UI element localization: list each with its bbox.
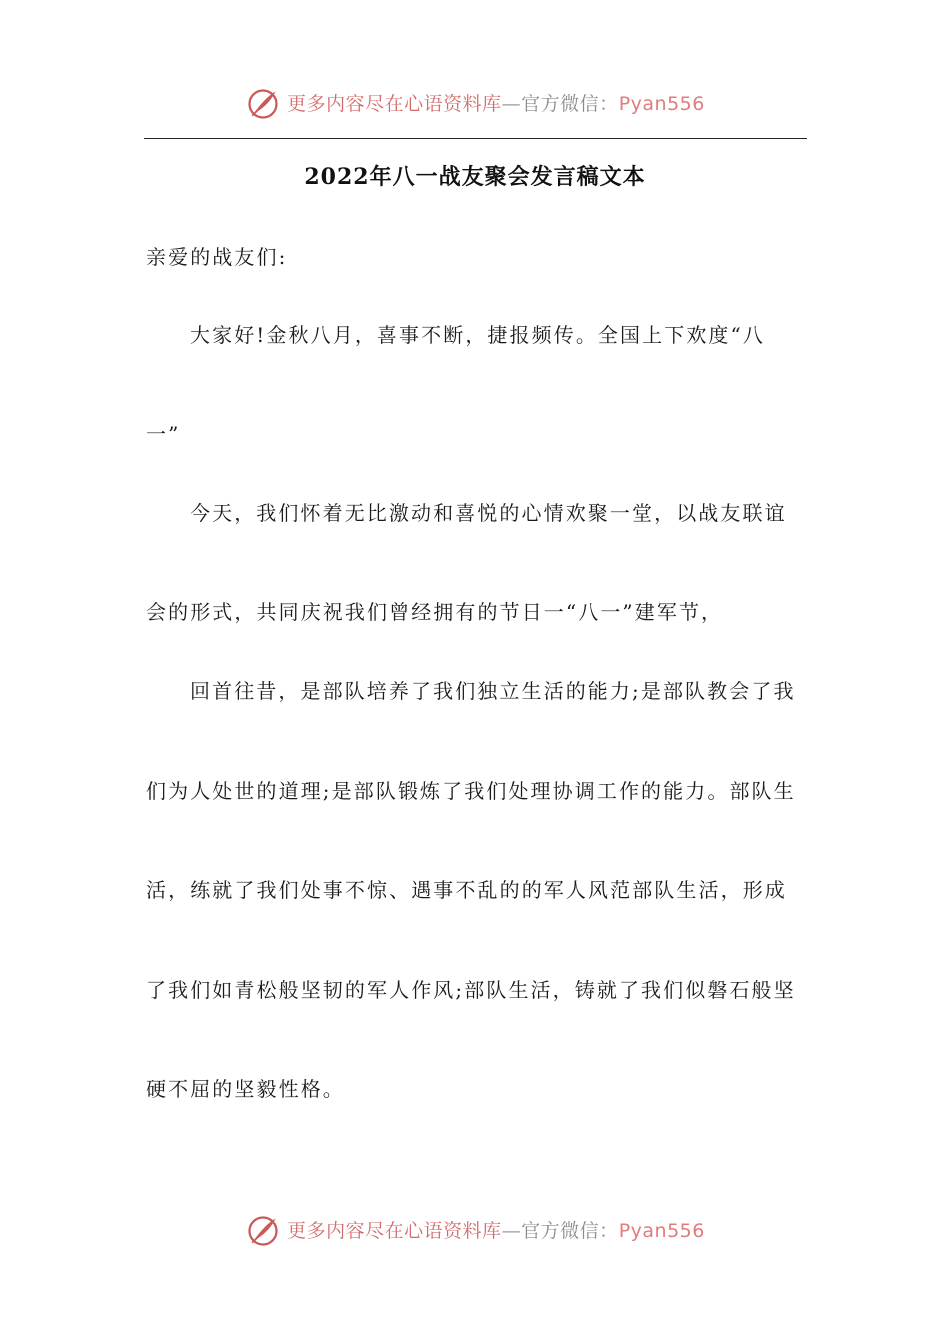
body-line-5: 会的形式，共同庆祝我们曾经拥有的节日一“八一”建军节， [146, 600, 724, 624]
footer-dash: — [501, 1219, 522, 1242]
header-banner [0, 84, 950, 124]
header-dash: — [501, 92, 522, 115]
header-wechat-id: Pyan556 [618, 92, 705, 115]
quill-pen-logo-icon [245, 1213, 281, 1249]
footer-banner [0, 1211, 950, 1251]
document-title: 2022年八一战友聚会发言稿文本 [304, 164, 646, 190]
body-line-2: 大家好!金秋八月，喜事不断，捷报频传。全国上下欢度“八 [190, 323, 765, 347]
header-wechat-label: 官方微信： [521, 92, 619, 115]
body-line-4: 今天，我们怀着无比激动和喜悦的心情欢聚一堂，以战友联谊 [190, 501, 787, 525]
header-divider [144, 138, 807, 139]
footer-slogan: 更多内容尽在心语资料库 [287, 1219, 502, 1242]
body-line-7: 们为人处世的道理;是部队锻炼了我们处理协调工作的能力。部队生 [146, 779, 796, 803]
body-line-1: 亲爱的战友们: [146, 245, 288, 269]
body-line-6: 回首往昔，是部队培养了我们独立生活的能力;是部队教会了我 [190, 679, 796, 703]
body-line-10: 硬不屈的坚毅性格。 [146, 1077, 345, 1101]
header-slogan: 更多内容尽在心语资料库 [287, 92, 502, 115]
footer-wechat-label: 官方微信： [521, 1219, 619, 1242]
footer-wechat-id: Pyan556 [618, 1219, 705, 1242]
body-line-8: 活，练就了我们处事不惊、遇事不乱的的军人风范部队生活，形成 [146, 878, 787, 902]
body-line-9: 了我们如青松般坚韧的军人作风;部队生活，铸就了我们似磐石般坚 [146, 978, 796, 1002]
quill-pen-logo-icon [245, 86, 281, 122]
body-line-3: 一” [146, 422, 181, 446]
